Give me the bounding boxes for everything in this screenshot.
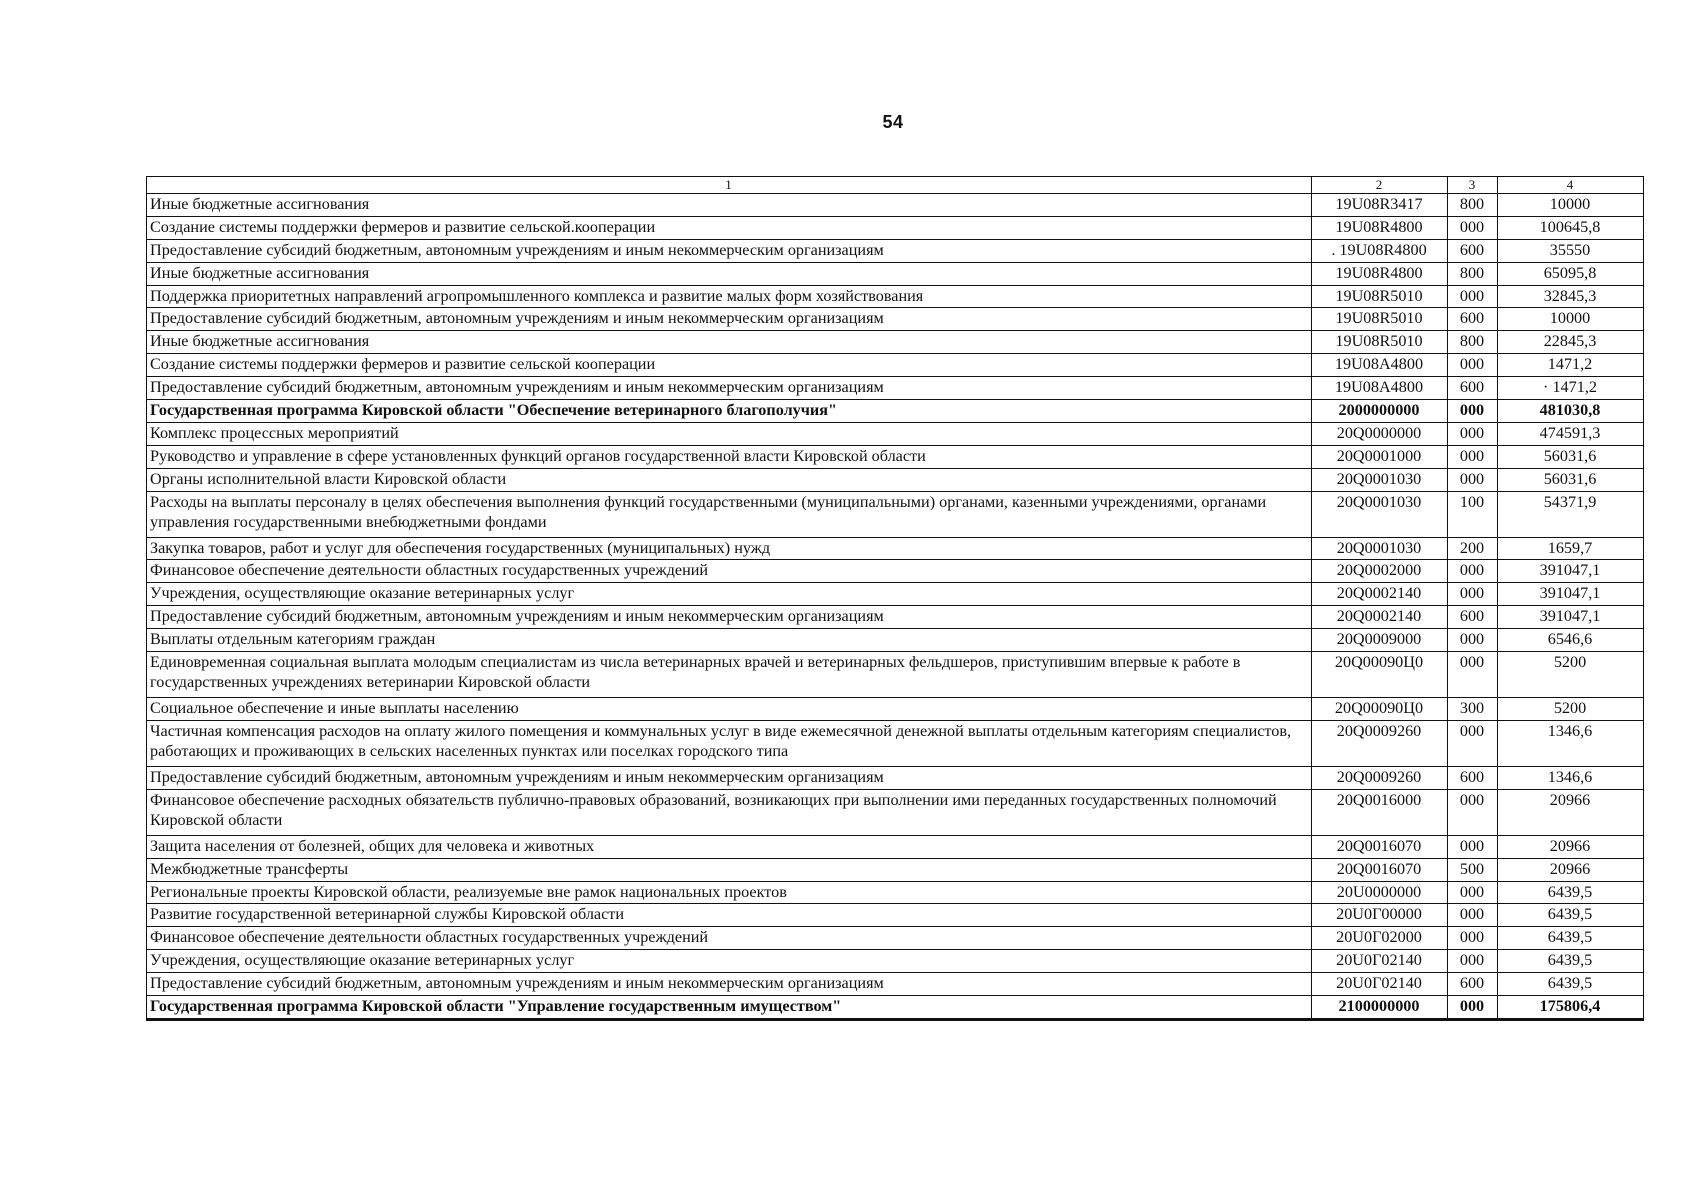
cell-name: Предоставление субсидий бюджетным, автономным учреждениям и иным некоммерческим организациям — [147, 308, 1312, 331]
cell-sum: 5200 — [1498, 652, 1644, 698]
cell-type: 500 — [1448, 858, 1498, 881]
cell-type: 600 — [1448, 973, 1498, 996]
budget-table — [146, 176, 1644, 1021]
table-row — [147, 377, 1644, 400]
cell-code: 19U08A4800 — [1312, 377, 1448, 400]
cell-code: 20Q0000000 — [1312, 422, 1448, 445]
table-row — [147, 950, 1644, 973]
table-row — [147, 560, 1644, 583]
cell-name: Предоставление субсидий бюджетным, автономным учреждениям и иным некоммерческим организациям — [147, 377, 1312, 400]
cell-name: Закупка товаров, работ и услуг для обеспечения государственных (муниципальных) нужд — [147, 537, 1312, 560]
cell-name: Руководство и управление в сфере установленных функций органов государственной власти Кировской области — [147, 445, 1312, 468]
cell-name: Предоставление субсидий бюджетным, автономным учреждениям и иным некоммерческим организациям — [147, 973, 1312, 996]
cell-code: 19U08R4800 — [1312, 262, 1448, 285]
cell-code: 20Q0016070 — [1312, 858, 1448, 881]
cell-code: 20Q00090Ц0 — [1312, 698, 1448, 721]
cell-code: 19U08A4800 — [1312, 354, 1448, 377]
cell-type: 800 — [1448, 194, 1498, 217]
cell-name: Создание системы поддержки фермеров и развитие сельской.кооперации — [147, 216, 1312, 239]
table-row — [147, 400, 1644, 423]
column-header-code: 2 — [1312, 177, 1448, 194]
cell-sum: 1471,2 — [1498, 354, 1644, 377]
table-row — [147, 835, 1644, 858]
cell-sum: 391047,1 — [1498, 606, 1644, 629]
cell-type: 000 — [1448, 904, 1498, 927]
cell-code: 2000000000 — [1312, 400, 1448, 423]
cell-code: 20Q0001030 — [1312, 468, 1448, 491]
table-row — [147, 904, 1644, 927]
cell-sum: · 1471,2 — [1498, 377, 1644, 400]
cell-type: 000 — [1448, 789, 1498, 835]
cell-code: 20Q0002000 — [1312, 560, 1448, 583]
cell-code: 20Q0001030 — [1312, 491, 1448, 537]
cell-type: 000 — [1448, 560, 1498, 583]
cell-name: Учреждения, осуществляющие оказание ветеринарных услуг — [147, 583, 1312, 606]
table-row — [147, 629, 1644, 652]
cell-code: 20Q0009000 — [1312, 629, 1448, 652]
cell-type: 000 — [1448, 629, 1498, 652]
cell-name: Государственная программа Кировской области "Управление государственным имуществом" — [147, 996, 1312, 1020]
cell-sum: 1346,6 — [1498, 720, 1644, 766]
cell-type: 800 — [1448, 262, 1498, 285]
table-row — [147, 606, 1644, 629]
cell-type: 000 — [1448, 881, 1498, 904]
cell-type: 000 — [1448, 927, 1498, 950]
cell-name: Региональные проекты Кировской области, реализуемые вне рамок национальных проектов — [147, 881, 1312, 904]
cell-type: 000 — [1448, 216, 1498, 239]
cell-code: 20U0Г02140 — [1312, 950, 1448, 973]
cell-name: Учреждения, осуществляющие оказание ветеринарных услуг — [147, 950, 1312, 973]
cell-code: 19U08R5010 — [1312, 308, 1448, 331]
table-row — [147, 996, 1644, 1020]
cell-name: Социальное обеспечение и иные выплаты населению — [147, 698, 1312, 721]
cell-name: Финансовое обеспечение деятельности областных государственных учреждений — [147, 560, 1312, 583]
cell-name: Расходы на выплаты персоналу в целях обеспечения выполнения функций государственными (муниципальными) органами, казенными учреждениями, органами управления государственными внебюджетными фондами — [147, 491, 1312, 537]
cell-type: 000 — [1448, 400, 1498, 423]
cell-sum: 6439,5 — [1498, 950, 1644, 973]
cell-type: 600 — [1448, 606, 1498, 629]
cell-sum: 100645,8 — [1498, 216, 1644, 239]
table-row — [147, 583, 1644, 606]
cell-code: 20Q0001000 — [1312, 445, 1448, 468]
cell-code: 20U0Г02140 — [1312, 973, 1448, 996]
cell-name: Предоставление субсидий бюджетным, автономным учреждениям и иным некоммерческим организациям — [147, 766, 1312, 789]
cell-code: 20Q0001030 — [1312, 537, 1448, 560]
cell-sum: 1346,6 — [1498, 766, 1644, 789]
cell-sum: 56031,6 — [1498, 468, 1644, 491]
cell-sum: 6439,5 — [1498, 904, 1644, 927]
table-row — [147, 445, 1644, 468]
cell-type: 000 — [1448, 835, 1498, 858]
cell-sum: 6439,5 — [1498, 973, 1644, 996]
cell-type: 000 — [1448, 652, 1498, 698]
cell-type: 000 — [1448, 996, 1498, 1020]
cell-name: Финансовое обеспечение расходных обязательств публично-правовых образований, возникающих при выполнении ими переданных государственных полномочий Кировской области — [147, 789, 1312, 835]
cell-sum: 474591,3 — [1498, 422, 1644, 445]
cell-name: Защита населения от болезней, общих для человека и животных — [147, 835, 1312, 858]
cell-type: 000 — [1448, 445, 1498, 468]
cell-code: 20Q0009260 — [1312, 720, 1448, 766]
cell-code: . 19U08R4800 — [1312, 239, 1448, 262]
cell-code: 20Q0002140 — [1312, 606, 1448, 629]
cell-name: Единовременная социальная выплата молодым специалистам из числа ветеринарных врачей и ветеринарных фельдшеров, приступившим впервые к работе в государственных учреждениях ветеринарии Кировской области — [147, 652, 1312, 698]
table-body — [147, 194, 1644, 1020]
cell-sum: 6546,6 — [1498, 629, 1644, 652]
cell-name: Органы исполнительной власти Кировской области — [147, 468, 1312, 491]
cell-name: Иные бюджетные ассигнования — [147, 194, 1312, 217]
cell-code: 19U08R4800 — [1312, 216, 1448, 239]
cell-name: Государственная программа Кировской области "Обеспечение ветеринарного благополучия" — [147, 400, 1312, 423]
cell-sum: 391047,1 — [1498, 560, 1644, 583]
cell-sum: 5200 — [1498, 698, 1644, 721]
cell-code: 20U0Г02000 — [1312, 927, 1448, 950]
cell-sum: 22845,3 — [1498, 331, 1644, 354]
cell-type: 600 — [1448, 377, 1498, 400]
table-row — [147, 858, 1644, 881]
cell-type: 600 — [1448, 239, 1498, 262]
cell-sum: 1659,7 — [1498, 537, 1644, 560]
cell-code: 19U08R3417 — [1312, 194, 1448, 217]
cell-name: Создание системы поддержки фермеров и развитие сельской кооперации — [147, 354, 1312, 377]
cell-name: Предоставление субсидий бюджетным, автономным учреждениям и иным некоммерческим организациям — [147, 606, 1312, 629]
cell-sum: 391047,1 — [1498, 583, 1644, 606]
cell-code: 20Q00090Ц0 — [1312, 652, 1448, 698]
cell-code: 20Q0002140 — [1312, 583, 1448, 606]
table-row — [147, 973, 1644, 996]
table-header-row — [147, 177, 1644, 194]
cell-type: 000 — [1448, 422, 1498, 445]
cell-name: Частичная компенсация расходов на оплату жилого помещения и коммунальных услуг в виде ежемесячной денежной выплаты отдельным категориям специалистов, работающих и проживающих в сельских населенных пунктах или поселках городского типа — [147, 720, 1312, 766]
cell-name: Комплекс процессных мероприятий — [147, 422, 1312, 445]
column-header-name: 1 — [147, 177, 1312, 194]
cell-type: 000 — [1448, 468, 1498, 491]
cell-name: Развитие государственной ветеринарной службы Кировской области — [147, 904, 1312, 927]
table-row — [147, 308, 1644, 331]
table-row — [147, 422, 1644, 445]
cell-code: 20Q0009260 — [1312, 766, 1448, 789]
cell-sum: 481030,8 — [1498, 400, 1644, 423]
table-row — [147, 652, 1644, 698]
cell-code: 20U0Г00000 — [1312, 904, 1448, 927]
cell-type: 000 — [1448, 720, 1498, 766]
cell-name: Финансовое обеспечение деятельности областных государственных учреждений — [147, 927, 1312, 950]
cell-sum: 10000 — [1498, 194, 1644, 217]
cell-sum: 175806,4 — [1498, 996, 1644, 1020]
table-row — [147, 537, 1644, 560]
table-row — [147, 239, 1644, 262]
table-row — [147, 194, 1644, 217]
cell-code: 20U0000000 — [1312, 881, 1448, 904]
table-row — [147, 468, 1644, 491]
cell-name: Поддержка приоритетных направлений агропромышленного комплекса и развитие малых форм хозяйствования — [147, 285, 1312, 308]
table-row — [147, 720, 1644, 766]
cell-sum: 54371,9 — [1498, 491, 1644, 537]
cell-name: Выплаты отдельным категориям граждан — [147, 629, 1312, 652]
table-row — [147, 881, 1644, 904]
cell-sum: 35550 — [1498, 239, 1644, 262]
table-row — [147, 698, 1644, 721]
cell-sum: 6439,5 — [1498, 927, 1644, 950]
cell-sum: 20966 — [1498, 789, 1644, 835]
page-number: 54 — [882, 112, 904, 132]
cell-sum: 56031,6 — [1498, 445, 1644, 468]
cell-name: Иные бюджетные ассигнования — [147, 331, 1312, 354]
table-row — [147, 331, 1644, 354]
table-row — [147, 766, 1644, 789]
cell-type: 100 — [1448, 491, 1498, 537]
column-header-sum: 4 — [1498, 177, 1644, 194]
cell-sum: 10000 — [1498, 308, 1644, 331]
table-row — [147, 354, 1644, 377]
cell-name: Межбюджетные трансферты — [147, 858, 1312, 881]
cell-type: 000 — [1448, 285, 1498, 308]
cell-code: 19U08R5010 — [1312, 331, 1448, 354]
cell-sum: 65095,8 — [1498, 262, 1644, 285]
cell-sum: 32845,3 — [1498, 285, 1644, 308]
table-row — [147, 285, 1644, 308]
table-row — [147, 927, 1644, 950]
cell-sum: 6439,5 — [1498, 881, 1644, 904]
cell-type: 200 — [1448, 537, 1498, 560]
cell-type: 000 — [1448, 950, 1498, 973]
cell-sum: 20966 — [1498, 858, 1644, 881]
cell-type: 000 — [1448, 583, 1498, 606]
cell-code: 19U08R5010 — [1312, 285, 1448, 308]
table-row — [147, 789, 1644, 835]
cell-type: 000 — [1448, 354, 1498, 377]
table-row — [147, 262, 1644, 285]
cell-type: 300 — [1448, 698, 1498, 721]
column-header-type: 3 — [1448, 177, 1498, 194]
cell-sum: 20966 — [1498, 835, 1644, 858]
cell-name: Предоставление субсидий бюджетным, автономным учреждениям и иным некоммерческим организациям — [147, 239, 1312, 262]
table-row — [147, 216, 1644, 239]
cell-code: 20Q0016000 — [1312, 789, 1448, 835]
cell-type: 600 — [1448, 766, 1498, 789]
cell-code: 20Q0016070 — [1312, 835, 1448, 858]
table-row — [147, 491, 1644, 537]
cell-name: Иные бюджетные ассигнования — [147, 262, 1312, 285]
cell-code: 2100000000 — [1312, 996, 1448, 1020]
cell-type: 800 — [1448, 331, 1498, 354]
cell-type: 600 — [1448, 308, 1498, 331]
